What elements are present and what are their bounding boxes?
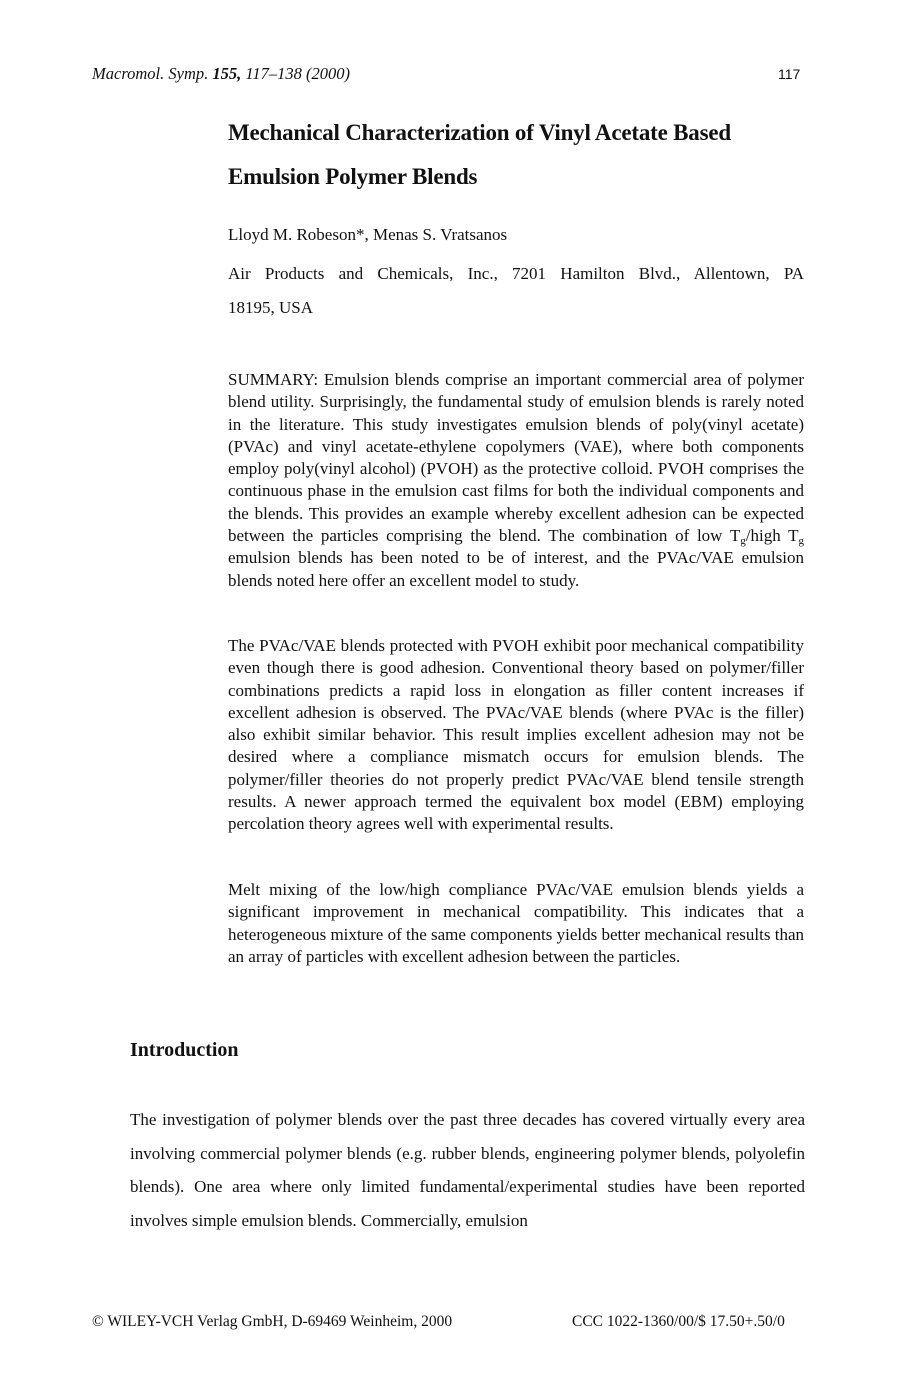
page-number: 117 xyxy=(778,66,801,82)
running-head xyxy=(92,64,350,84)
section-heading-introduction: Introduction xyxy=(130,1039,239,1061)
journal-pages-year: 117–138 (2000) xyxy=(245,64,351,83)
subscript-g: g xyxy=(798,535,804,548)
author-list: Lloyd M. Robeson*, Menas S. Vratsanos xyxy=(228,225,508,244)
affiliation-line-2: 18195, USA xyxy=(228,297,314,317)
footer-copyright: © WILEY-VCH Verlag GmbH, D-69469 Weinheim, 2000 xyxy=(92,1313,453,1330)
abstract-paragraph-1 xyxy=(228,369,804,592)
abstract-text-c: emulsion blends has been noted to be of interest, and the PVAc/VAE emulsion blends noted here offer an excellent model to study. xyxy=(228,548,804,590)
abstract-text-a: SUMMARY: Emulsion blends comprise an important commercial area of polymer blend utility. Surprisingly, the fundamental study of emulsion blends is rarely noted in the literature. This study investigates emulsion blends of poly(vinyl acetate) (PVAc) and vinyl acetate-ethylene copolymers (VAE), where both components employ poly(vinyl alcohol) (PVOH) as the protective colloid. PVOH comprises the continuous phase in the emulsion cast films for both the individual components and the blends. This provides an example whereby excellent adhesion can be expected between the particles comprising the blend. The combination of low T xyxy=(228,370,804,546)
introduction-paragraph: The investigation of polymer blends over the past three decades has covered virtually every area involving commercial polymer blends (e.g. rubber blends, engineering polymer blends, polyolefin blends). One area where only limited fundamental/experimental studies have been reported involves simple emulsion blends. Commercially, emulsion xyxy=(130,1110,805,1230)
journal-name: Macromol. Symp. xyxy=(92,64,209,83)
abstract-paragraph-2: The PVAc/VAE blends protected with PVOH exhibit poor mechanical compatibility even though there is good adhesion. Conventional theory based on polymer/filler combinations predicts a rapid loss in elongation as filler content increases if excellent adhesion is observed. The PVAc/VAE blends (where PVAc is the filler) also exhibit similar behavior. This result implies excellent adhesion may not be desired where a compliance mismatch occurs for emulsion blends. The polymer/filler theories do not properly predict PVAc/VAE blend tensile strength results. A newer approach termed the equivalent box model (EBM) employing percolation theory agrees well with experimental results. xyxy=(228,636,804,834)
abstract-text-b: /high T xyxy=(745,526,799,546)
journal-volume: 155, xyxy=(212,64,242,83)
subscript-g: g xyxy=(740,535,746,548)
article-title: Mechanical Characterization of Vinyl Acetate Based Emulsion Polymer Blends xyxy=(228,120,731,189)
affiliation xyxy=(228,257,804,324)
abstract-paragraph-3: Melt mixing of the low/high compliance PVAc/VAE emulsion blends yields a significant improvement in mechanical compatibility. This indicates that a heterogeneous mixture of the same components yields better mechanical results than an array of particles with excellent adhesion between the particles. xyxy=(228,880,804,966)
footer-ccc-code: CCC 1022-1360/00/$ 17.50+.50/0 xyxy=(572,1313,785,1330)
affiliation-line-1: Air Products and Chemicals, Inc., 7201 Hamilton Blvd., Allentown, PA xyxy=(228,264,804,283)
